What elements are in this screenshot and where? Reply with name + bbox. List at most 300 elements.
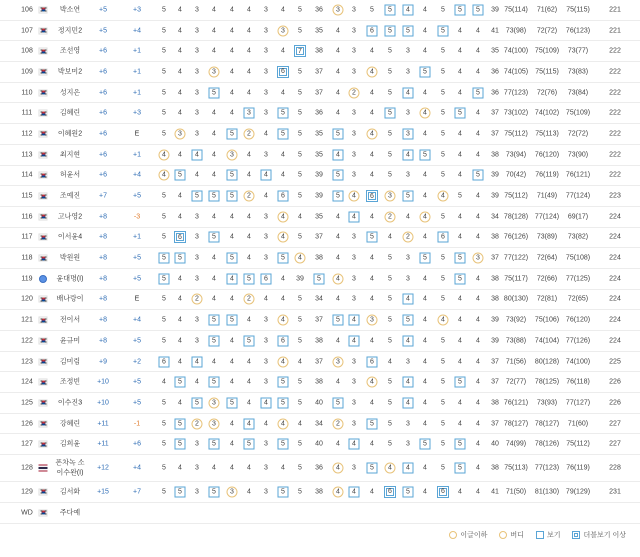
leaderboard-row[interactable] — [0, 166, 640, 187]
rank: WD — [21, 509, 33, 517]
player-name: 강혜린 — [59, 420, 81, 428]
hole-score — [212, 172, 216, 179]
par-score: 3 — [195, 130, 199, 138]
par-score: 37 — [315, 68, 323, 76]
bogey-score: 5 — [420, 66, 431, 77]
hole-score — [162, 488, 166, 495]
leaderboard-row[interactable] — [0, 434, 640, 455]
round1-score: 73(92) — [505, 316, 527, 324]
hole-score — [438, 25, 449, 36]
hole-score — [349, 439, 360, 450]
par-score: 4 — [247, 399, 251, 407]
par-score: 4 — [458, 27, 462, 35]
par-score: 5 — [388, 130, 392, 138]
leaderboard-row[interactable] — [0, 290, 640, 311]
player-name: 이수진3 — [57, 399, 83, 407]
rank: 124 — [21, 378, 33, 386]
hole-score — [333, 191, 344, 202]
hole-score — [174, 231, 186, 243]
par-score: 37 — [491, 109, 499, 117]
par-score: 4 — [212, 151, 216, 159]
par-score: 5 — [388, 295, 392, 303]
par-score: 5 — [162, 6, 166, 14]
hole-score — [455, 377, 466, 388]
legend-eagle: 이글이하 — [449, 530, 487, 540]
hole-score — [388, 358, 392, 365]
hole-score — [476, 488, 480, 495]
par-score: 5 — [298, 488, 302, 496]
total-to-par: +11 — [97, 440, 109, 448]
par-score: 5 — [388, 47, 392, 55]
round-to-par: +3 — [133, 6, 141, 14]
par-score: 4 — [298, 420, 302, 428]
round1-score: 71(56) — [505, 358, 527, 366]
hole-score — [388, 234, 392, 241]
round3-score: 75(108) — [565, 254, 591, 262]
birdie-score: 4 — [295, 253, 306, 264]
par-score: 4 — [370, 440, 374, 448]
hole-score — [162, 420, 166, 427]
hole-score — [261, 170, 272, 181]
par-score: 37 — [491, 130, 499, 138]
total-strokes: 227 — [609, 440, 621, 448]
hole-score — [441, 151, 445, 158]
par-score: 4 — [423, 316, 427, 324]
par-score: 3 — [195, 275, 199, 283]
round2-score: 71(62) — [536, 6, 558, 14]
hole-score — [264, 89, 268, 96]
rank: 118 — [21, 254, 33, 262]
hole-score — [227, 397, 238, 408]
par-score: 4 — [336, 68, 340, 76]
hole-score — [441, 275, 445, 282]
hole-score — [212, 110, 216, 117]
hole-score — [476, 296, 480, 303]
par-score: 4 — [370, 109, 374, 117]
leaderboard-row[interactable] — [0, 124, 640, 145]
hole-score — [244, 191, 255, 202]
hole-score — [298, 337, 302, 344]
half-total — [315, 317, 323, 324]
par-score: 3 — [264, 68, 268, 76]
hole-score — [388, 399, 392, 406]
rank: 129 — [21, 488, 33, 496]
bogey-score: 5 — [385, 108, 396, 119]
hole-score — [370, 110, 374, 117]
hole-score — [227, 315, 238, 326]
hole-score — [388, 172, 392, 179]
par-score: 36 — [315, 464, 323, 472]
hole-score — [247, 317, 251, 324]
hole-score — [406, 358, 410, 365]
par-score: 3 — [352, 151, 356, 159]
par-score: 5 — [162, 89, 166, 97]
hole-score — [370, 275, 374, 282]
bogey-score: 4 — [403, 397, 414, 408]
par-score: 5 — [370, 6, 374, 14]
par-score: 4 — [423, 399, 427, 407]
bogey-score: 4 — [403, 377, 414, 388]
hole-score — [458, 48, 462, 55]
hole-score — [349, 486, 360, 497]
total-strokes: 223 — [609, 192, 621, 200]
bogey-score: 5 — [244, 335, 255, 346]
bogey-score: 5 — [278, 253, 289, 264]
leaderboard-row[interactable] — [0, 207, 640, 228]
par-score: 3 — [406, 420, 410, 428]
par-score: 4 — [476, 399, 480, 407]
half-total — [315, 465, 323, 472]
hole-score — [162, 48, 166, 55]
rank: 114 — [21, 171, 33, 179]
hole-score — [420, 149, 431, 160]
leaderboard-row[interactable] — [0, 0, 640, 21]
hole-score — [367, 25, 378, 36]
round3-score: 69(17) — [567, 213, 589, 221]
round3-score: 77(126) — [565, 337, 591, 345]
half-total — [315, 488, 323, 495]
hole-score — [455, 108, 466, 119]
par-score: 39 — [491, 337, 499, 345]
hole-score — [281, 48, 285, 55]
hole-score — [298, 296, 302, 303]
bogey-score: 6 — [159, 356, 170, 367]
rank: 127 — [21, 440, 33, 448]
hole-score — [476, 358, 480, 365]
par-score: 3 — [195, 27, 199, 35]
leaderboard-row[interactable] — [0, 62, 640, 83]
hole-score — [227, 149, 238, 160]
par-score: 4 — [423, 358, 427, 366]
total-to-par: +5 — [99, 6, 107, 14]
half-total — [315, 151, 323, 158]
par-score: 4 — [178, 275, 182, 283]
round3-score: 76(123) — [565, 27, 591, 35]
hole-score — [192, 397, 203, 408]
hole-score — [278, 418, 289, 429]
par-score: 4 — [281, 275, 285, 283]
hole-score — [458, 68, 462, 75]
half-total — [491, 68, 499, 75]
leaderboard-row[interactable] — [0, 186, 640, 207]
hole-score — [403, 463, 414, 474]
par-score: 4 — [336, 337, 340, 345]
hole-score — [278, 335, 289, 346]
hole-score — [230, 48, 234, 55]
par-score: 4 — [476, 109, 480, 117]
hole-score — [438, 232, 449, 243]
hole-score — [336, 27, 340, 34]
leaderboard-row[interactable] — [0, 83, 640, 104]
par-score: 5 — [441, 275, 445, 283]
par-score: 4 — [195, 171, 199, 179]
par-score: 4 — [230, 47, 234, 55]
hole-score — [230, 6, 234, 13]
round3-score: 73(77) — [567, 47, 589, 55]
par-score: 4 — [423, 378, 427, 386]
par-score: 4 — [458, 358, 462, 366]
par-score: 4 — [247, 233, 251, 241]
par-score: 5 — [298, 130, 302, 138]
hole-score — [192, 191, 203, 202]
bogey-score: 5 — [209, 335, 220, 346]
par-score: 4 — [476, 130, 480, 138]
hole-score — [159, 149, 170, 160]
half-total — [491, 234, 499, 241]
total-to-par: +8 — [99, 316, 107, 324]
hole-score — [278, 397, 289, 408]
total-to-par: +7 — [99, 192, 107, 200]
par-score: 4 — [458, 130, 462, 138]
birdie-score: 3 — [175, 128, 186, 139]
round-to-par: +5 — [133, 337, 141, 345]
par-score: 5 — [162, 464, 166, 472]
par-score: 5 — [298, 151, 302, 159]
half-total — [491, 193, 499, 200]
round-to-par: +1 — [133, 68, 141, 76]
par-score: 5 — [388, 68, 392, 76]
round1-score: 75(117) — [504, 275, 528, 283]
hole-score — [162, 68, 166, 75]
hole-score — [423, 296, 427, 303]
round1-score: 75(112) — [504, 192, 528, 200]
round1-score: 73(88) — [505, 337, 527, 345]
rank: 109 — [21, 68, 33, 76]
par-score: 3 — [264, 47, 268, 55]
leaderboard-row[interactable] — [0, 352, 640, 373]
par-score: 5 — [388, 337, 392, 345]
leaderboard-row[interactable] — [0, 414, 640, 435]
hole-score — [281, 172, 285, 179]
hole-score — [349, 191, 360, 202]
birdie-score: 3 — [333, 4, 344, 15]
round-to-par: +2 — [133, 358, 141, 366]
hole-score — [423, 337, 427, 344]
total-strokes: 222 — [609, 47, 621, 55]
round2-score: 74(102) — [534, 109, 560, 117]
player-name: 정지민2 — [57, 27, 83, 35]
hole-score — [162, 337, 166, 344]
hole-score — [209, 439, 220, 450]
par-score: 5 — [162, 295, 166, 303]
half-total — [491, 465, 499, 472]
hole-score — [476, 465, 480, 472]
total-to-par: +8 — [99, 337, 107, 345]
hole-score — [333, 463, 344, 474]
par-score: 5 — [441, 89, 445, 97]
bogey-score: 5 — [455, 273, 466, 284]
hole-score — [281, 151, 285, 158]
bogey-score: 5 — [333, 397, 344, 408]
half-total — [315, 441, 323, 448]
bogey-score: 5 — [455, 4, 466, 15]
hole-score — [476, 68, 480, 75]
hole-score — [281, 6, 285, 13]
par-score: 3 — [352, 295, 356, 303]
par-score: 3 — [195, 89, 199, 97]
hole-score — [209, 191, 220, 202]
bogey-score: 5 — [473, 87, 484, 98]
hole-score — [264, 358, 268, 365]
leaderboard-row[interactable] — [0, 21, 640, 42]
birdie-score: 2 — [333, 418, 344, 429]
hole-score — [298, 488, 302, 495]
par-score: 5 — [441, 109, 445, 117]
bogey-score: 6 — [261, 273, 272, 284]
half-total — [491, 488, 499, 495]
par-score: 38 — [315, 488, 323, 496]
leaderboard-row[interactable] — [0, 145, 640, 166]
par-score: 3 — [352, 27, 356, 35]
bogey-score: 5 — [209, 486, 220, 497]
par-score: 4 — [230, 89, 234, 97]
par-score: 3 — [352, 420, 356, 428]
par-score: 3 — [264, 89, 268, 97]
hole-score — [227, 191, 238, 202]
hole-score — [333, 273, 344, 284]
par-score: 4 — [370, 295, 374, 303]
leaderboard-row[interactable] — [0, 503, 640, 524]
par-score: 38 — [491, 275, 499, 283]
bogey-score: 5 — [192, 397, 203, 408]
par-score: 4 — [230, 213, 234, 221]
hole-score — [175, 439, 186, 450]
hole-score — [352, 399, 356, 406]
hole-score — [438, 191, 449, 202]
round2-score: 77(124) — [534, 213, 560, 221]
par-score: 3 — [195, 6, 199, 14]
hole-score — [370, 6, 374, 13]
bogey-score: 4 — [192, 356, 203, 367]
par-score: 5 — [441, 358, 445, 366]
par-score: 4 — [230, 6, 234, 14]
country-flag-icon — [39, 509, 48, 516]
player-name: 조정빈 — [59, 378, 81, 386]
round2-score: 77(123) — [534, 464, 560, 472]
par-score: 4 — [230, 337, 234, 345]
bogey-score: 5 — [209, 232, 220, 243]
bogey-score: 5 — [420, 439, 431, 450]
bogey-score: 6 — [278, 191, 289, 202]
country-flag-icon — [39, 399, 48, 406]
par-score: 4 — [370, 399, 374, 407]
round-to-par: E — [134, 295, 140, 303]
leaderboard-row[interactable] — [0, 393, 640, 414]
leaderboard-row[interactable] — [0, 41, 640, 62]
hole-score — [441, 68, 445, 75]
half-total — [315, 379, 323, 386]
round3-score: 73(82) — [567, 233, 589, 241]
par-score: 4 — [212, 47, 216, 55]
bogey-score: 5 — [473, 170, 484, 181]
par-score: 37 — [315, 316, 323, 324]
bogey-score: 4 — [227, 273, 238, 284]
round3-score: 73(84) — [567, 89, 589, 97]
half-total — [315, 48, 323, 55]
player-name: 박원원 — [59, 254, 81, 262]
leaderboard-row[interactable] — [0, 372, 640, 393]
hole-score — [458, 27, 462, 34]
par-score: 4 — [178, 68, 182, 76]
hole-score — [178, 110, 182, 117]
hole-score — [278, 377, 289, 388]
birdie-score: 4 — [420, 211, 431, 222]
par-score: 4 — [476, 275, 480, 283]
total-to-par: +15 — [97, 488, 109, 496]
hole-score — [209, 397, 220, 408]
par-score: 5 — [298, 68, 302, 76]
hole-score — [423, 275, 427, 282]
hole-score — [281, 89, 285, 96]
rank: 112 — [21, 130, 33, 138]
hole-score — [336, 110, 340, 117]
leaderboard-row[interactable] — [0, 248, 640, 269]
round-to-par: +5 — [133, 192, 141, 200]
hole-score — [385, 25, 396, 36]
leaderboard-row[interactable] — [0, 103, 640, 124]
par-score: 3 — [264, 27, 268, 35]
par-score: 4 — [178, 399, 182, 407]
round2-score: 73(93) — [536, 399, 558, 407]
hole-score — [333, 486, 344, 497]
par-score: 5 — [388, 151, 392, 159]
hole-score — [178, 275, 182, 282]
hole-score — [159, 356, 170, 367]
birdie-score: 4 — [367, 128, 378, 139]
round1-score: 74(100) — [503, 47, 529, 55]
leaderboard-row[interactable] — [0, 331, 640, 352]
hole-score — [406, 441, 410, 448]
bogey-score: 5 — [403, 315, 414, 326]
half-total — [491, 172, 499, 179]
player-name: 박보미2 — [57, 68, 83, 76]
par-score: 3 — [352, 464, 356, 472]
leaderboard-row[interactable] — [0, 269, 640, 290]
par-score: 4 — [423, 130, 427, 138]
par-score: 4 — [230, 27, 234, 35]
par-score: 5 — [388, 420, 392, 428]
par-score: 5 — [388, 254, 392, 262]
leaderboard-row[interactable] — [0, 310, 640, 331]
round1-score: 78(128) — [503, 213, 529, 221]
round3-score: 77(125) — [565, 275, 591, 283]
hole-score — [264, 130, 268, 137]
leaderboard-row[interactable] — [0, 482, 640, 503]
hole-score — [162, 193, 166, 200]
total-strokes: 228 — [609, 464, 621, 472]
hole-score — [244, 439, 255, 450]
total-strokes: 224 — [609, 213, 621, 221]
par-score: 4 — [370, 171, 374, 179]
birdie-score: 2 — [244, 294, 255, 305]
bogey-score: 5 — [333, 191, 344, 202]
total-strokes: 224 — [609, 295, 621, 303]
leaderboard-row[interactable] — [0, 455, 640, 482]
hole-score — [455, 253, 466, 264]
bogey-score: 5 — [175, 439, 186, 450]
birdie-score: 4 — [420, 108, 431, 119]
country-flag-icon — [39, 89, 48, 96]
hole-score — [230, 296, 234, 303]
bogey-score: 5 — [278, 128, 289, 139]
par-score: 5 — [388, 399, 392, 407]
hole-score — [349, 335, 360, 346]
hole-score — [476, 337, 480, 344]
leaderboard-row[interactable] — [0, 228, 640, 249]
par-score: 4 — [458, 151, 462, 159]
hole-score — [333, 315, 344, 326]
bogey-score: 5 — [455, 463, 466, 474]
